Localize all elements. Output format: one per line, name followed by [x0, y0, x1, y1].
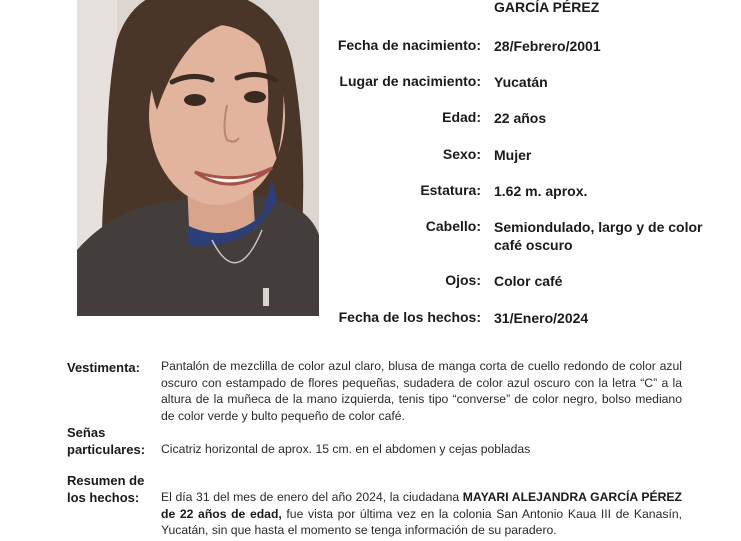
- height-value: 1.62 m. aprox.: [494, 183, 588, 199]
- summary-text-name: MAYARI ALEJANDRA GARCÍA PÉREZ de 22 años de edad,: [161, 490, 682, 521]
- hair-value: Semiondulado, largo y de color café oscuro: [494, 219, 703, 253]
- birthdate-value: 28/Febrero/2001: [494, 38, 601, 54]
- clothing-text: Pantalón de mezclilla de color azul claro, blusa de manga corta de cuello redondo de color azul oscuro con estampado de flores pequeñas, sudadera de color azul oscuro con la letra “C” a la altura de la muñeca de la mano izquierda, tenis tipo “converse” de color negro, bolso mediano de color verde y bulto pequeño de color café.: [161, 359, 682, 423]
- hair-label: Cabello:: [425, 218, 481, 234]
- birthplace-value: Yucatán: [494, 74, 548, 90]
- marks-label-line2: particulares:: [67, 442, 146, 457]
- birthdate-label: Fecha de nacimiento:: [337, 37, 481, 53]
- sex-value: Mujer: [494, 147, 532, 163]
- sex-label: Sexo:: [442, 146, 481, 162]
- age-value: 22 años: [494, 110, 547, 126]
- height-label: Estatura:: [420, 182, 481, 198]
- person-photo: [77, 0, 319, 316]
- summary-label: [67, 472, 144, 506]
- incident-date-label: Fecha de los hechos:: [338, 309, 481, 325]
- birthplace-label: Lugar de nacimiento:: [339, 73, 481, 89]
- incident-date-value: 31/Enero/2024: [494, 310, 589, 326]
- summary-text: [161, 489, 682, 539]
- summary-text-end: fue vista por última vez en la colonia San Antonio Kaua III de Kanasín, Yucatán, sin que hasta el momento se tenga información de su paradero.: [161, 506, 682, 537]
- age-label: Edad:: [442, 109, 481, 125]
- marks-text: Cicatriz horizontal de aprox. 15 cm. en el abdomen y cejas pobladas: [161, 442, 531, 456]
- eyes-value: Color café: [494, 273, 563, 289]
- clothing-label: Vestimenta:: [67, 360, 140, 375]
- summary-label-line2: los hechos:: [67, 490, 140, 505]
- summary-text-start: El día 31 del mes de enero del año 2024, la ciudadana: [161, 490, 463, 504]
- eyes-label: Ojos:: [445, 272, 481, 288]
- marks-label: [67, 424, 145, 458]
- marks-label-line1: Señas: [67, 425, 106, 440]
- person-name: GARCÍA PÉREZ: [494, 0, 600, 15]
- summary-label-line1: Resumen de: [67, 473, 145, 488]
